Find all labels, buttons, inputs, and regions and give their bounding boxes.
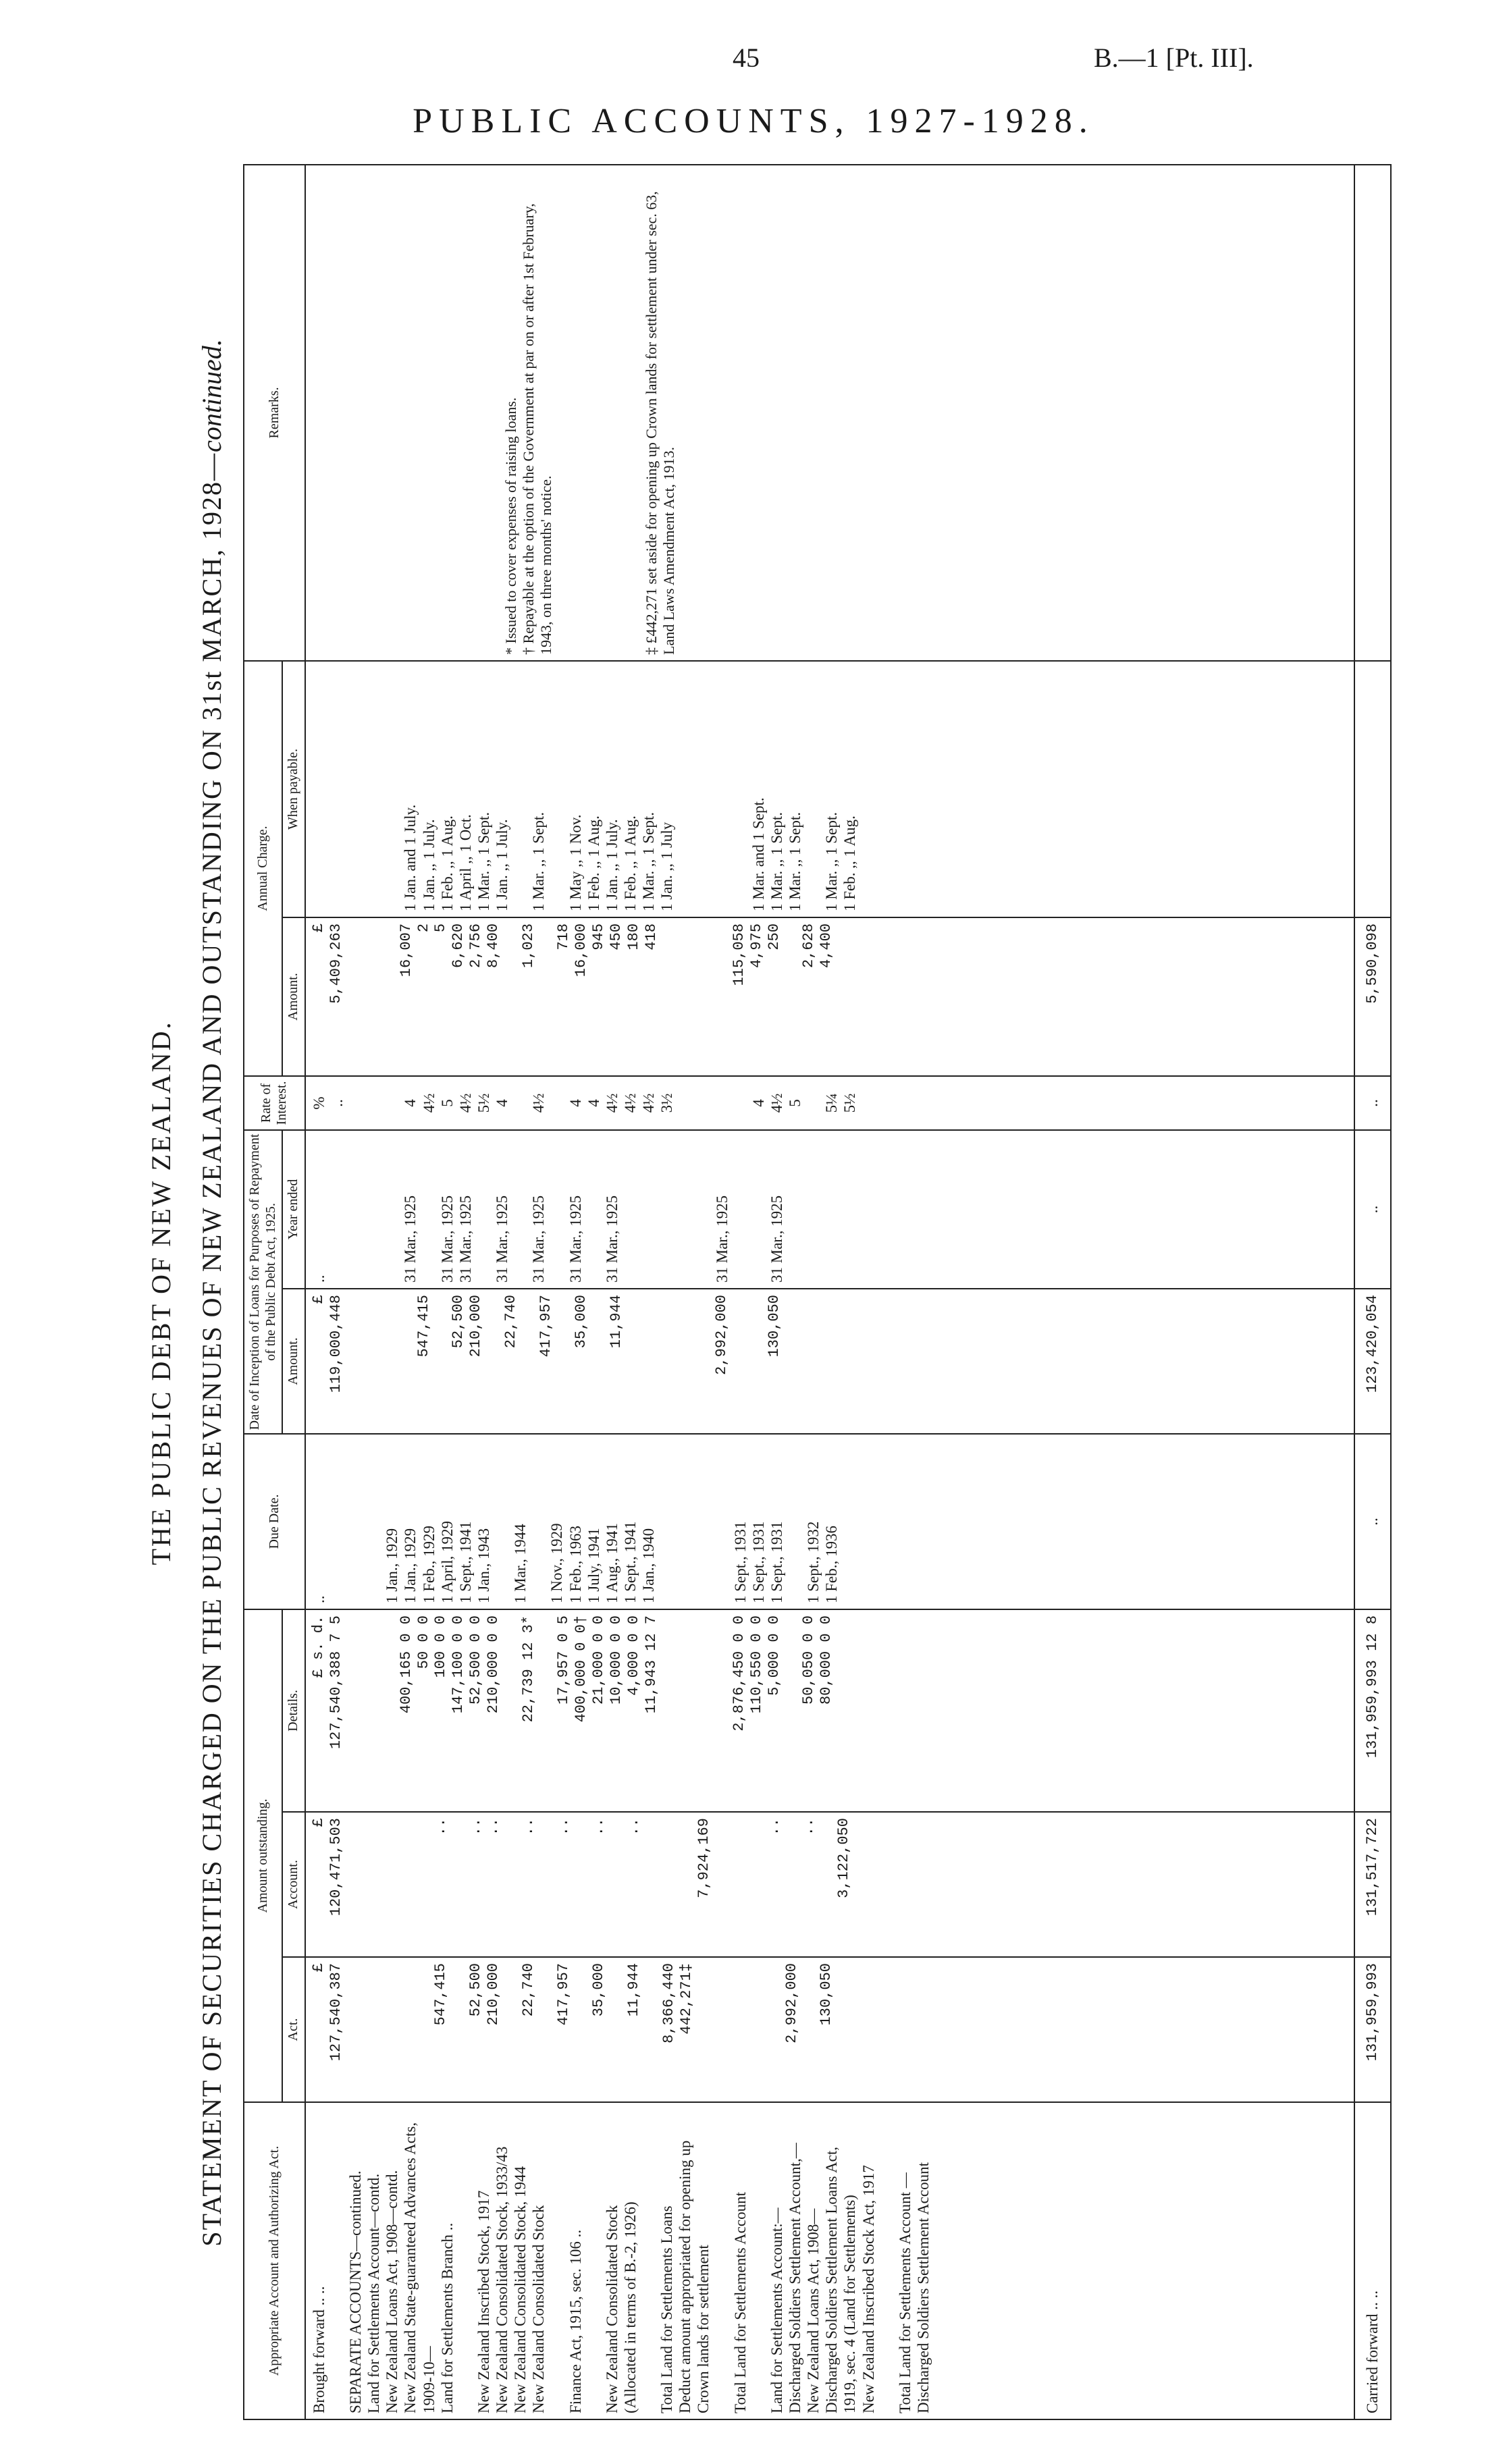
subheading-continued: continued. xyxy=(196,339,227,452)
col-details-header: Details. xyxy=(282,1609,305,1812)
carried-forward-account: 131,517,722 xyxy=(1354,1812,1391,1957)
cell-inception-amount: £ 119,000,448 547,415 52,500 210,000 22,740 417,957 35,000 11,944 2,992,000 130,050 xyxy=(305,1289,1354,1434)
page-reference: B.—1 [Pt. III]. xyxy=(1094,43,1254,73)
col-remarks-header: Remarks. xyxy=(244,165,305,661)
carried-forward-details: 131,959,993 12 8 xyxy=(1354,1609,1391,1812)
page-title: PUBLIC ACCOUNTS, 1927-1928. xyxy=(413,102,1094,140)
col-rate-header: Rate of Interest. xyxy=(244,1076,305,1130)
col-year-ended-header: Year ended xyxy=(282,1130,305,1289)
carried-forward-when-payable xyxy=(1354,661,1391,917)
cell-charge-amount: £ 5,409,263 16,007 2 5 6,620 2,756 8,400 1,023 718 16,000 945 450 180 418 115,058 4,975 250 2,628 4,400 xyxy=(305,917,1354,1076)
col-when-payable-header: When payable. xyxy=(282,661,305,917)
carried-forward-label: Carried forward .. .. xyxy=(1354,2102,1391,2419)
cell-remarks: * Issued to cover expenses of raising loans. † Repayable at the option of the Government at par on or after 1st February, 1943, on three months' notice. ‡ £442,271 set aside for opening up Crown lands for settlement under sec. 63, Land Laws Amendment Act, 1913. xyxy=(305,165,1354,661)
cell-details: £ s. d. 127,540,388 7 5 400,165 0 0 50 0 0 100 0 0 147,100 0 0 52,500 0 0 210,000 0 0 22,739 12 3* 17,957 0 5 400,000 0 0† 21,000 0 0 10,000 0 0 4,000 0 0 11,943 12 7 2,876,450 0 0 110,550 0 0 5,000 0 0 50,050 0 0 80,000 0 0 xyxy=(305,1609,1354,1812)
page-number: 45 xyxy=(733,43,760,73)
carried-forward-row xyxy=(1354,165,1391,2419)
rotated-statement xyxy=(145,165,1469,2420)
col-charge-amount-header: Amount. xyxy=(282,917,305,1076)
statement-subheading xyxy=(196,165,228,2420)
cell-year-ended: .. 31 Mar., 1925 31 Mar., 1925 31 Mar., 1925 31 Mar., 1925 31 Mar., 1925 31 Mar., 1925 31 Mar., 1925 31 Mar., 1925 31 Mar., 1925 xyxy=(305,1130,1354,1289)
cell-account: Brought forward .. .. SEPARATE ACCOUNTS—continued. Land for Settlements Account—contd. New Zealand Loans Act, 1908—contd. New Zealand State-guaranteed Advances Acts, 1909-10— Land for Settlements Branch .. New Zealand Inscribed Stock, 1917 New Zealand Consolidated Stock, 1933/43 New Zealand Consolidated Stock, 1944 New Zealand Consolidated Stock Finance Act, 1915, sec. 106 .. New Zealand Consolidated Stock (Allocated in terms of B.-2, 1926) Total Land for Settlements Loans Deduct amount appropriated for opening up Crown lands for settlement Total Land for Settlements Account Land for Settlements Account:— Discharged Soldiers Settlement Account,— New Zealand Loans Act, 1908— Discharged Soldiers Settlement Loans Act, 1919, sec. 4 (Land for Settlements) New Zealand Inscribed Stock Act, 1917 Total Land for Settlements Account — Discharged Soldiers Settlement Account xyxy=(305,2102,1354,2419)
carried-forward-rate: .. xyxy=(1354,1076,1391,1130)
col-inception-header: Date of Inception of Loans for Purposes of Repayment of the Public Debt Act, 1925. xyxy=(244,1130,282,1434)
carried-forward-charge-amount: 5,590,098 xyxy=(1354,917,1391,1076)
cell-rate: % .. 4 4½ 5 4½ 5½ 4 4½ 4 4 4½ 4½ 4½ 3½ 4 4½ 5 5¼ 5½ xyxy=(305,1076,1354,1130)
col-account-header: Appropriate Account and Authorizing Act. xyxy=(244,2102,305,2419)
col-act-header: Act. xyxy=(282,1957,305,2102)
carried-forward-remarks xyxy=(1354,165,1391,661)
subheading-text: STATEMENT OF SECURITIES CHARGED ON THE PUBLIC REVENUES OF NEW ZEALAND AND OUTSTANDING ON 31st MARCH, 1928— xyxy=(196,452,227,2247)
table-row xyxy=(305,165,1354,2419)
carried-forward-inception-amount: 123,420,054 xyxy=(1354,1289,1391,1434)
statement-heading: THE PUBLIC DEBT OF NEW ZEALAND. xyxy=(146,1020,176,1565)
col-amount-outstanding-header: Amount outstanding. xyxy=(244,1609,282,2102)
securities-table xyxy=(243,164,1392,2420)
carried-forward-act: 131,959,993 xyxy=(1354,1957,1391,2102)
carried-forward-year-ended: .. xyxy=(1354,1130,1391,1289)
col-due-date-header: Due Date. xyxy=(244,1434,305,1609)
cell-account-amount: £ 120,471,503 .. .. .. .. .. .. .. 7,924,169 .. .. 3,122,050 xyxy=(305,1812,1354,1957)
col-account-amount-header: Account. xyxy=(282,1812,305,1957)
col-inception-amount-header: Amount. xyxy=(282,1289,305,1434)
cell-due-date: .. 1 Jan., 1929 1 Jan., 1929 1 Feb., 1929 1 April, 1929 1 Sept., 1941 1 Jan., 1943 1 Mar., 1944 1 Nov., 1929 1 Feb., 1963 1 July, 1941 1 Aug., 1941 1 Sept., 1941 1 Jan., 1940 1 Sept., 1931 1 Sept., 1931 1 Sept., 1931 1 Sept., 1932 1 Feb., 1936 xyxy=(305,1434,1354,1609)
cell-when-payable: 1 Jan. and 1 July. 1 Jan. ,, 1 July. 1 Feb. ,, 1 Aug. 1 April ,, 1 Oct. 1 Mar. ,, 1 Sept. 1 Jan. ,, 1 July. 1 Mar. ,, 1 Sept. 1 May ,, 1 Nov. 1 Feb. ,, 1 Aug. 1 Jan. ,, 1 July. 1 Feb. ,, 1 Aug. 1 Mar. ,, 1 Sept. 1 Jan. ,, 1 July 1 Mar. and 1 Sept. 1 Mar. ,, 1 Sept. 1 Mar. ,, 1 Sept. 1 Mar. ,, 1 Sept. 1 Feb. ,, 1 Aug. xyxy=(305,661,1354,917)
cell-act: £ 127,540,387 547,415 52,500 210,000 22,740 417,957 35,000 11,944 8,366,440 442,271‡ 2,992,000 130,050 xyxy=(305,1957,1354,2102)
col-annual-charge-header: Annual Charge. xyxy=(244,661,282,1076)
carried-forward-due-date: .. xyxy=(1354,1434,1391,1609)
